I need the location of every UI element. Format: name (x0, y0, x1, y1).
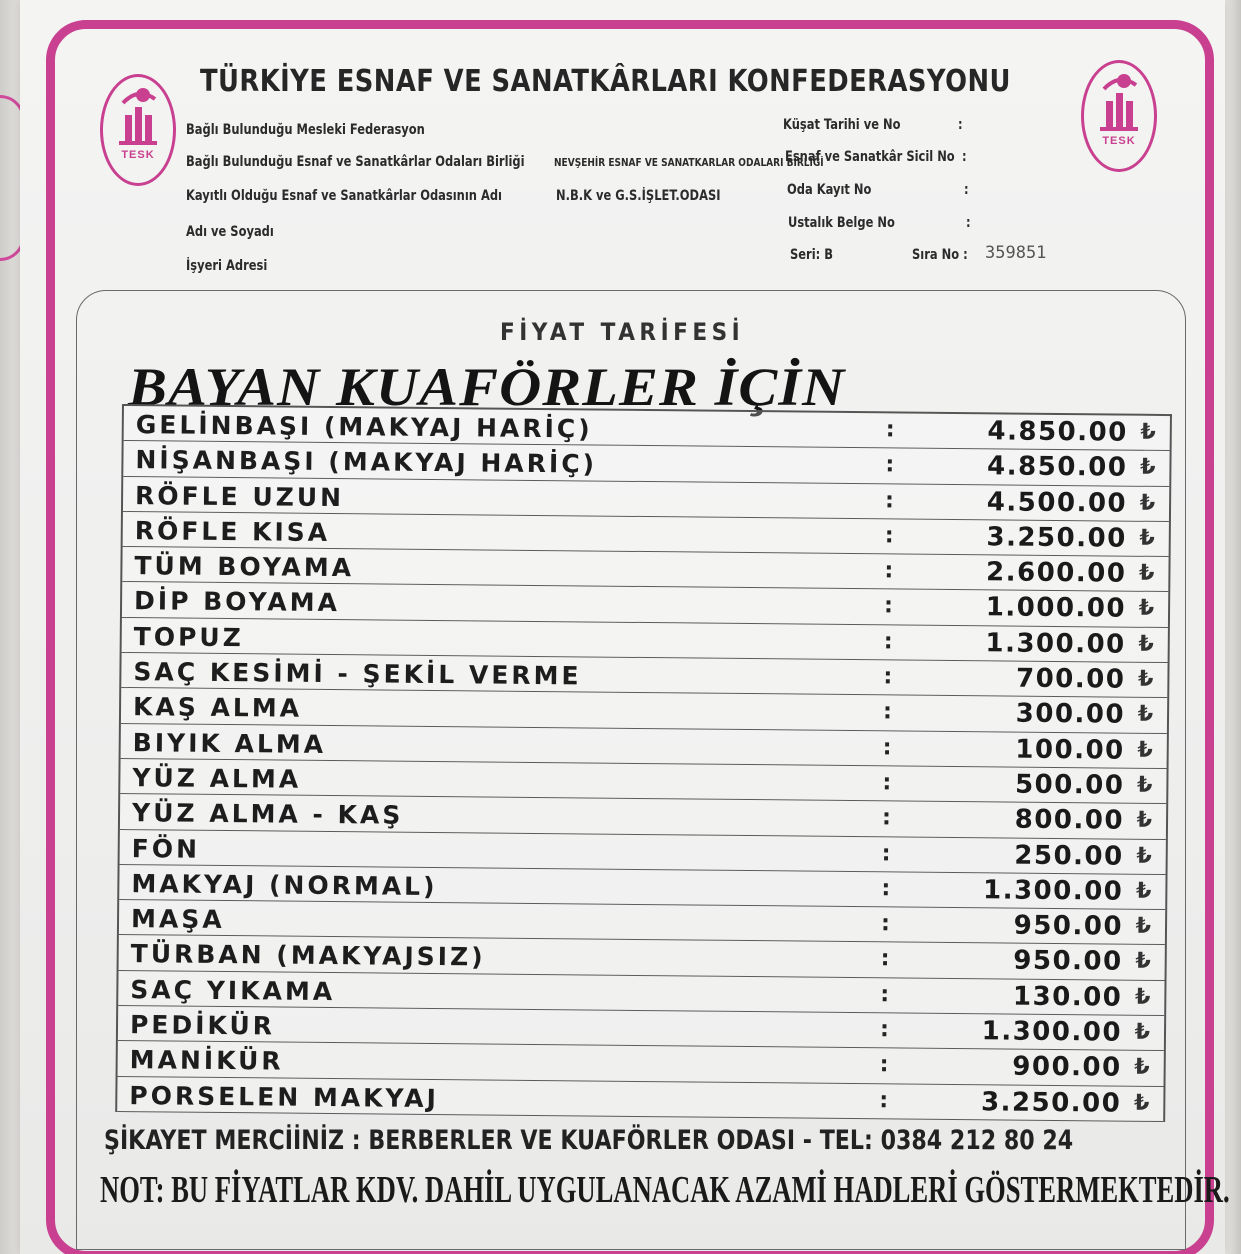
lira-symbol: ₺ (1135, 913, 1152, 940)
lira-symbol: ₺ (1136, 772, 1153, 798)
tesk-logo-left (100, 74, 176, 186)
service-name: PORSELEN MAKYAJ (129, 1080, 440, 1113)
logo-text: TESK (1102, 135, 1136, 147)
service-price: 900.00 (1012, 1051, 1122, 1083)
lira-symbol: ₺ (1138, 560, 1155, 587)
service-name: TÜM BOYAMA (134, 551, 355, 583)
service-price: 1.300.00 (982, 875, 1124, 907)
lira-symbol: ₺ (1134, 1055, 1150, 1081)
lira-symbol: ₺ (1133, 1090, 1150, 1116)
vat-note: NOT: BU FİYATLAR KDV. DAHİL UYGULANACAK AZAMİ HADLERİ GÖSTERMEKTEDİR. (100, 1169, 1230, 1211)
service-price: 500.00 (1014, 769, 1125, 801)
service-name: DİP BOYAMA (133, 586, 341, 618)
lira-symbol: ₺ (1140, 419, 1156, 445)
separator-colon: : (880, 946, 890, 972)
separator-colon: : (884, 558, 894, 584)
field-registry-sep: : (962, 149, 967, 165)
service-name: PEDİKÜR (129, 1010, 276, 1041)
field-chamber-no-label: Oda Kayıt No (787, 182, 872, 198)
service-name: SAÇ YIKAMA (130, 974, 336, 1006)
service-price: 950.00 (1013, 946, 1123, 978)
field-mastery-sep: : (966, 215, 971, 231)
service-name: SAÇ KESİMİ - ŞEKİL VERME (133, 657, 582, 691)
lira-symbol: ₺ (1138, 596, 1155, 622)
separator-colon: : (881, 805, 891, 831)
service-price: 3.250.00 (980, 1086, 1122, 1119)
service-name: FÖN (131, 833, 201, 864)
separator-colon: : (883, 664, 893, 690)
separator-colon: : (880, 911, 890, 937)
field-chamber-value: N.B.K ve G.S.İŞLET.ODASI (556, 188, 721, 204)
service-name: KAŞ ALMA (132, 692, 303, 724)
service-price: 300.00 (1015, 698, 1126, 731)
service-name: BIYIK ALMA (132, 727, 327, 759)
lira-symbol: ₺ (1136, 808, 1153, 834)
service-name: MAKYAJ (NORMAL) (131, 868, 438, 901)
service-price: 700.00 (1015, 663, 1126, 695)
field-opening-date-label: Küşat Tarihi ve No (783, 117, 901, 133)
service-name: RÖFLE UZUN (134, 480, 345, 512)
separator-colon: : (879, 1052, 889, 1078)
field-opening-date-sep: : (958, 117, 963, 133)
lira-symbol: ₺ (1138, 631, 1154, 657)
tesk-logo-right (1081, 60, 1157, 172)
field-series: Seri: B (790, 247, 833, 263)
lira-symbol: ₺ (1139, 490, 1156, 516)
field-chamber-label: Kayıtlı Olduğu Esnaf ve Sanatkârlar Odasının Adı (186, 188, 503, 204)
service-price: 800.00 (1014, 804, 1125, 836)
lira-symbol: ₺ (1139, 525, 1155, 551)
field-mastery-label: Ustalık Belge No (788, 215, 895, 231)
price-table (115, 404, 1172, 1122)
separator-colon: : (881, 840, 891, 866)
separator-colon: : (882, 699, 893, 725)
lira-symbol: ₺ (1134, 1019, 1151, 1045)
lira-symbol: ₺ (1134, 984, 1151, 1010)
service-price: 130.00 (1012, 981, 1123, 1013)
separator-colon: : (882, 770, 892, 796)
field-address-label: İşyeri Adresi (186, 258, 268, 274)
lira-symbol: ₺ (1135, 878, 1152, 904)
service-price: 1.300.00 (985, 628, 1126, 660)
separator-colon: : (885, 452, 895, 478)
field-name-label: Adı ve Soyadı (186, 224, 274, 240)
service-price: 3.250.00 (986, 522, 1127, 554)
service-name: MAŞA (130, 904, 225, 935)
service-name: TÜRBAN (MAKYAJSIZ) (130, 939, 486, 972)
background-edge (1225, 0, 1241, 1254)
service-name: RÖFLE KISA (134, 516, 331, 547)
service-price: 4.850.00 (987, 416, 1128, 448)
complaint-contact: ŞİKAYET MERCİİNİZ : BERBERLER VE KUAFÖRLER ODASI - TEL: 0384 212 80 24 (104, 1125, 1074, 1156)
service-price: 2.600.00 (985, 557, 1127, 589)
service-name: NİŞANBAŞI (MAKYAJ HARİÇ) (135, 445, 598, 479)
separator-colon: : (883, 629, 893, 655)
lira-symbol: ₺ (1137, 666, 1154, 692)
separator-colon: : (884, 487, 895, 514)
organization-title: TÜRKİYE ESNAF VE SANATKÂRLARI KONFEDERASYONU (200, 64, 1011, 99)
service-price: 250.00 (1014, 840, 1124, 872)
service-name: TOPUZ (133, 621, 244, 652)
field-union-value: NEVŞEHİR ESNAF VE SANATKARLAR ODALARI BİRLİĞİ (554, 156, 824, 169)
tariff-label: FİYAT TARİFESİ (500, 318, 745, 346)
service-price: 4.500.00 (986, 486, 1128, 519)
separator-colon: : (880, 982, 890, 1008)
field-sequence-value: 359851 (985, 243, 1047, 263)
lira-symbol: ₺ (1137, 737, 1153, 763)
separator-colon: : (881, 876, 891, 902)
service-price: 100.00 (1015, 734, 1125, 766)
lira-symbol: ₺ (1137, 702, 1154, 728)
logo-text: TESK (121, 149, 155, 161)
separator-colon: : (883, 593, 894, 619)
service-name: YÜZ ALMA (132, 763, 302, 794)
field-chamber-no-sep: : (964, 182, 969, 198)
field-sequence-label: Sıra No : (912, 247, 968, 263)
service-name: YÜZ ALMA - KAŞ (131, 798, 404, 830)
lira-symbol: ₺ (1140, 455, 1156, 481)
separator-colon: : (884, 523, 894, 549)
lira-symbol: ₺ (1136, 843, 1152, 869)
separator-colon: : (885, 417, 895, 443)
separator-colon: : (879, 1017, 889, 1043)
lira-symbol: ₺ (1135, 949, 1151, 975)
field-registry-label: Esnaf ve Sanatkâr Sicil No (785, 149, 955, 165)
separator-colon: : (879, 1087, 889, 1114)
field-union-label: Bağlı Bulunduğu Esnaf ve Sanatkârlar Odaları Birliği (186, 154, 525, 170)
service-price: 950.00 (1013, 910, 1124, 942)
service-name: GELİNBAŞI (MAKYAJ HARİÇ) (135, 410, 593, 444)
service-price: 4.850.00 (986, 451, 1128, 483)
service-name: MANİKÜR (129, 1045, 284, 1076)
tariff-heading: BAYAN KUAFÖRLER İÇİN (128, 357, 846, 417)
field-federation-label: Bağlı Bulunduğu Mesleki Federasyon (186, 122, 425, 138)
service-price: 1.000.00 (985, 592, 1127, 625)
separator-colon: : (882, 734, 892, 761)
service-price: 1.300.00 (981, 1016, 1123, 1048)
